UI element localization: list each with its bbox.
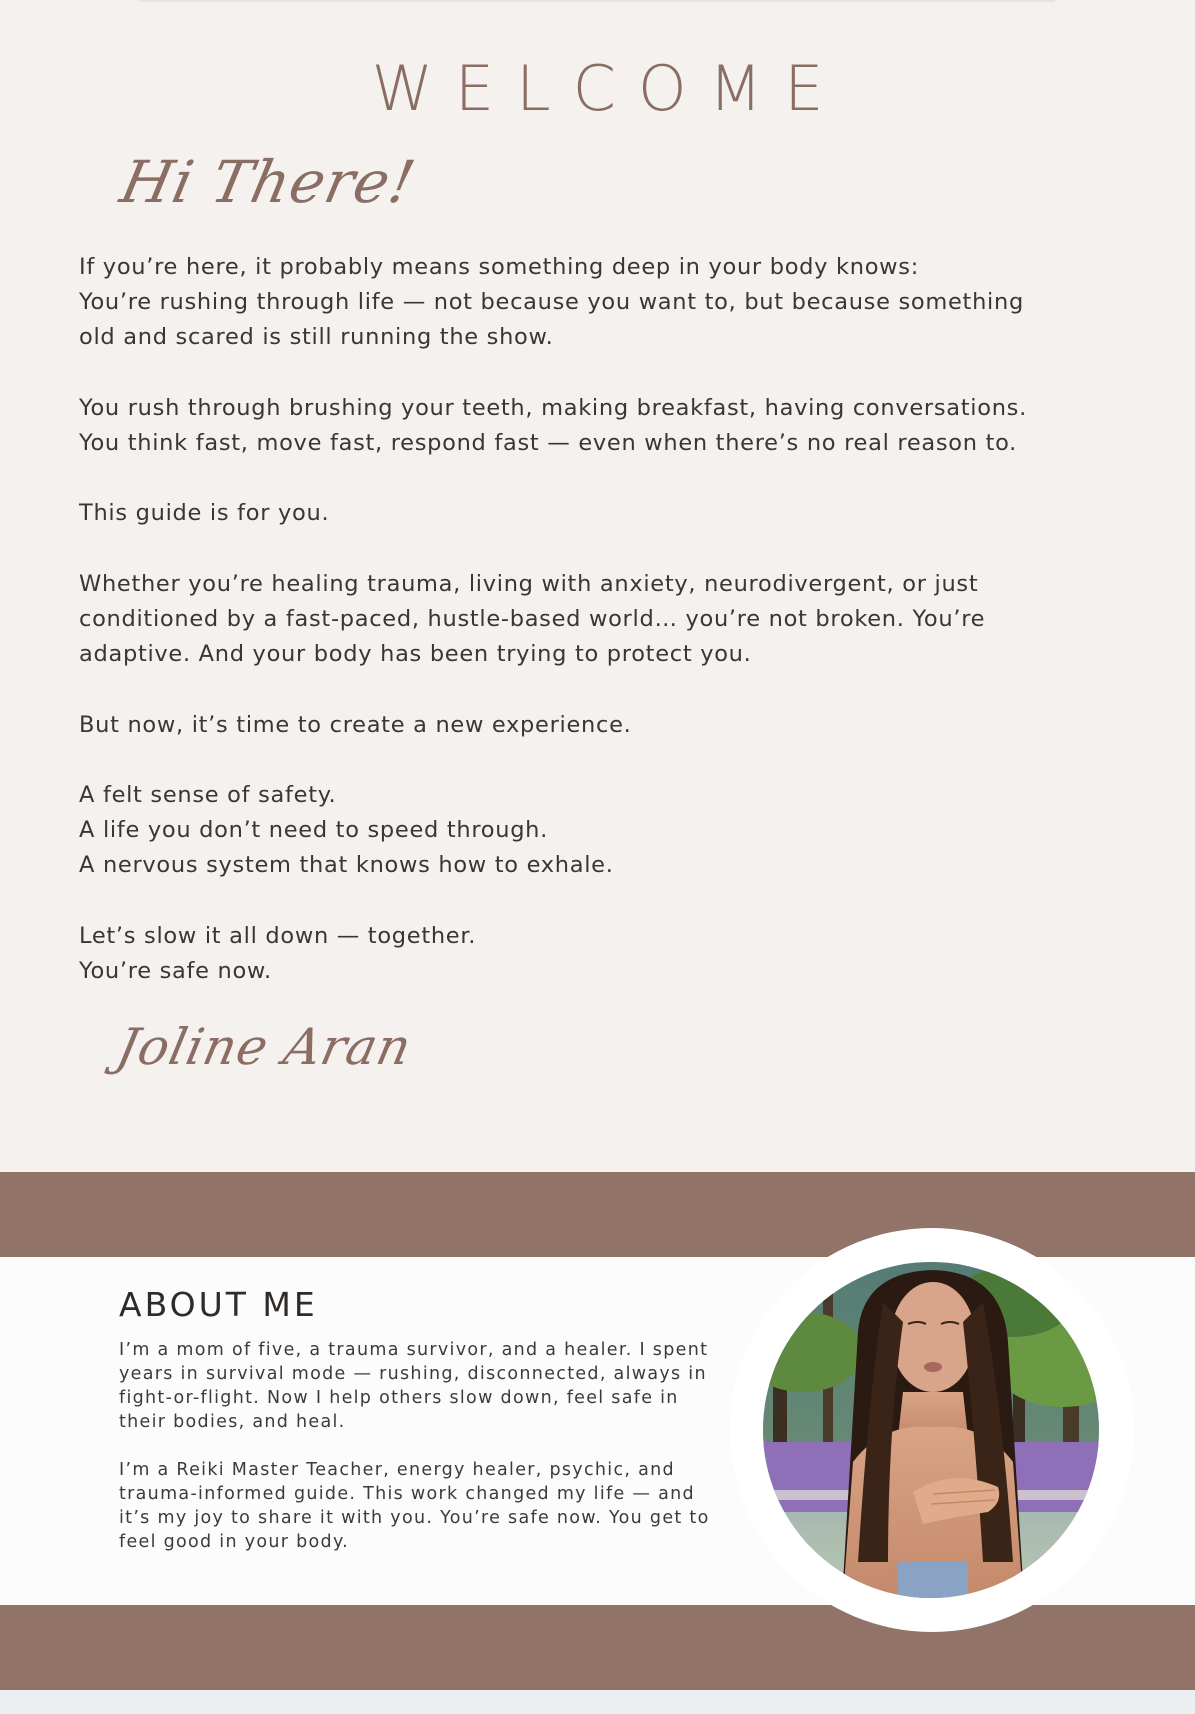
- letter-line: But now, it’s time to create a new experience.: [79, 711, 632, 738]
- letter-paragraph: [79, 708, 1059, 743]
- letter-line: Let’s slow it all down — together.: [79, 922, 477, 949]
- about-line: fight-or-flight. Now I help others slow down, feel safe in: [119, 1388, 679, 1408]
- about-line: it’s my joy to share it with you. You’re safe now. You get to: [119, 1508, 710, 1528]
- letter-paragraph: [79, 496, 1059, 531]
- about-title: ABOUT ME: [119, 1285, 318, 1324]
- letter-line: A life you don’t need to speed through.: [79, 817, 548, 844]
- letter-line: A felt sense of safety.: [79, 781, 337, 808]
- letter-line: old and scared is still running the show.: [79, 324, 554, 351]
- portrait-photo: [763, 1262, 1099, 1598]
- about-band-bottom: [0, 1605, 1195, 1690]
- portrait-illustration: [763, 1262, 1099, 1598]
- welcome-letter: [79, 250, 1059, 1024]
- letter-line: A nervous system that knows how to exhale.: [79, 852, 614, 879]
- top-divider: [140, 0, 1055, 2]
- about-band-top: [0, 1172, 1195, 1257]
- about-line: I’m a mom of five, a trauma survivor, and a healer. I spent: [119, 1340, 709, 1360]
- letter-paragraph: [79, 391, 1059, 461]
- letter-paragraph: [79, 778, 1059, 884]
- greeting-script: Hi There!: [114, 148, 422, 216]
- letter-line: You’re safe now.: [79, 957, 272, 984]
- about-paragraph: [119, 1458, 739, 1554]
- about-body: [119, 1338, 739, 1578]
- about-line: I’m a Reiki Master Teacher, energy healer, psychic, and: [119, 1460, 675, 1480]
- letter-paragraph: [79, 919, 1059, 989]
- letter-line: conditioned by a fast-paced, hustle-based world… you’re not broken. You’re: [79, 605, 986, 632]
- about-line: trauma-informed guide. This work changed my life — and: [119, 1484, 695, 1504]
- about-line: their bodies, and heal.: [119, 1412, 346, 1432]
- letter-paragraph: [79, 567, 1059, 673]
- letter-line: adaptive. And your body has been trying to protect you.: [79, 641, 752, 668]
- letter-line: You’re rushing through life — not because you want to, but because something: [79, 289, 1024, 316]
- letter-line: If you’re here, it probably means something deep in your body knows:: [79, 254, 919, 280]
- letter-line: Whether you’re healing trauma, living with anxiety, neurodivergent, or just: [79, 570, 979, 597]
- letter-line: You think fast, move fast, respond fast — even when there’s no real reason to.: [79, 430, 1018, 456]
- about-line: feel good in your body.: [119, 1532, 349, 1552]
- letter-line: You rush through brushing your teeth, making breakfast, having conversations.: [79, 394, 1027, 421]
- page-bottom-margin: [0, 1690, 1195, 1714]
- about-paragraph: [119, 1338, 739, 1434]
- welcome-title: WELCOME: [371, 52, 846, 125]
- about-line: years in survival mode — rushing, disconnected, always in: [119, 1364, 707, 1384]
- letter-paragraph: [79, 250, 1059, 356]
- signature-script: Joline Aran: [111, 1018, 418, 1076]
- letter-line: This guide is for you.: [79, 500, 330, 527]
